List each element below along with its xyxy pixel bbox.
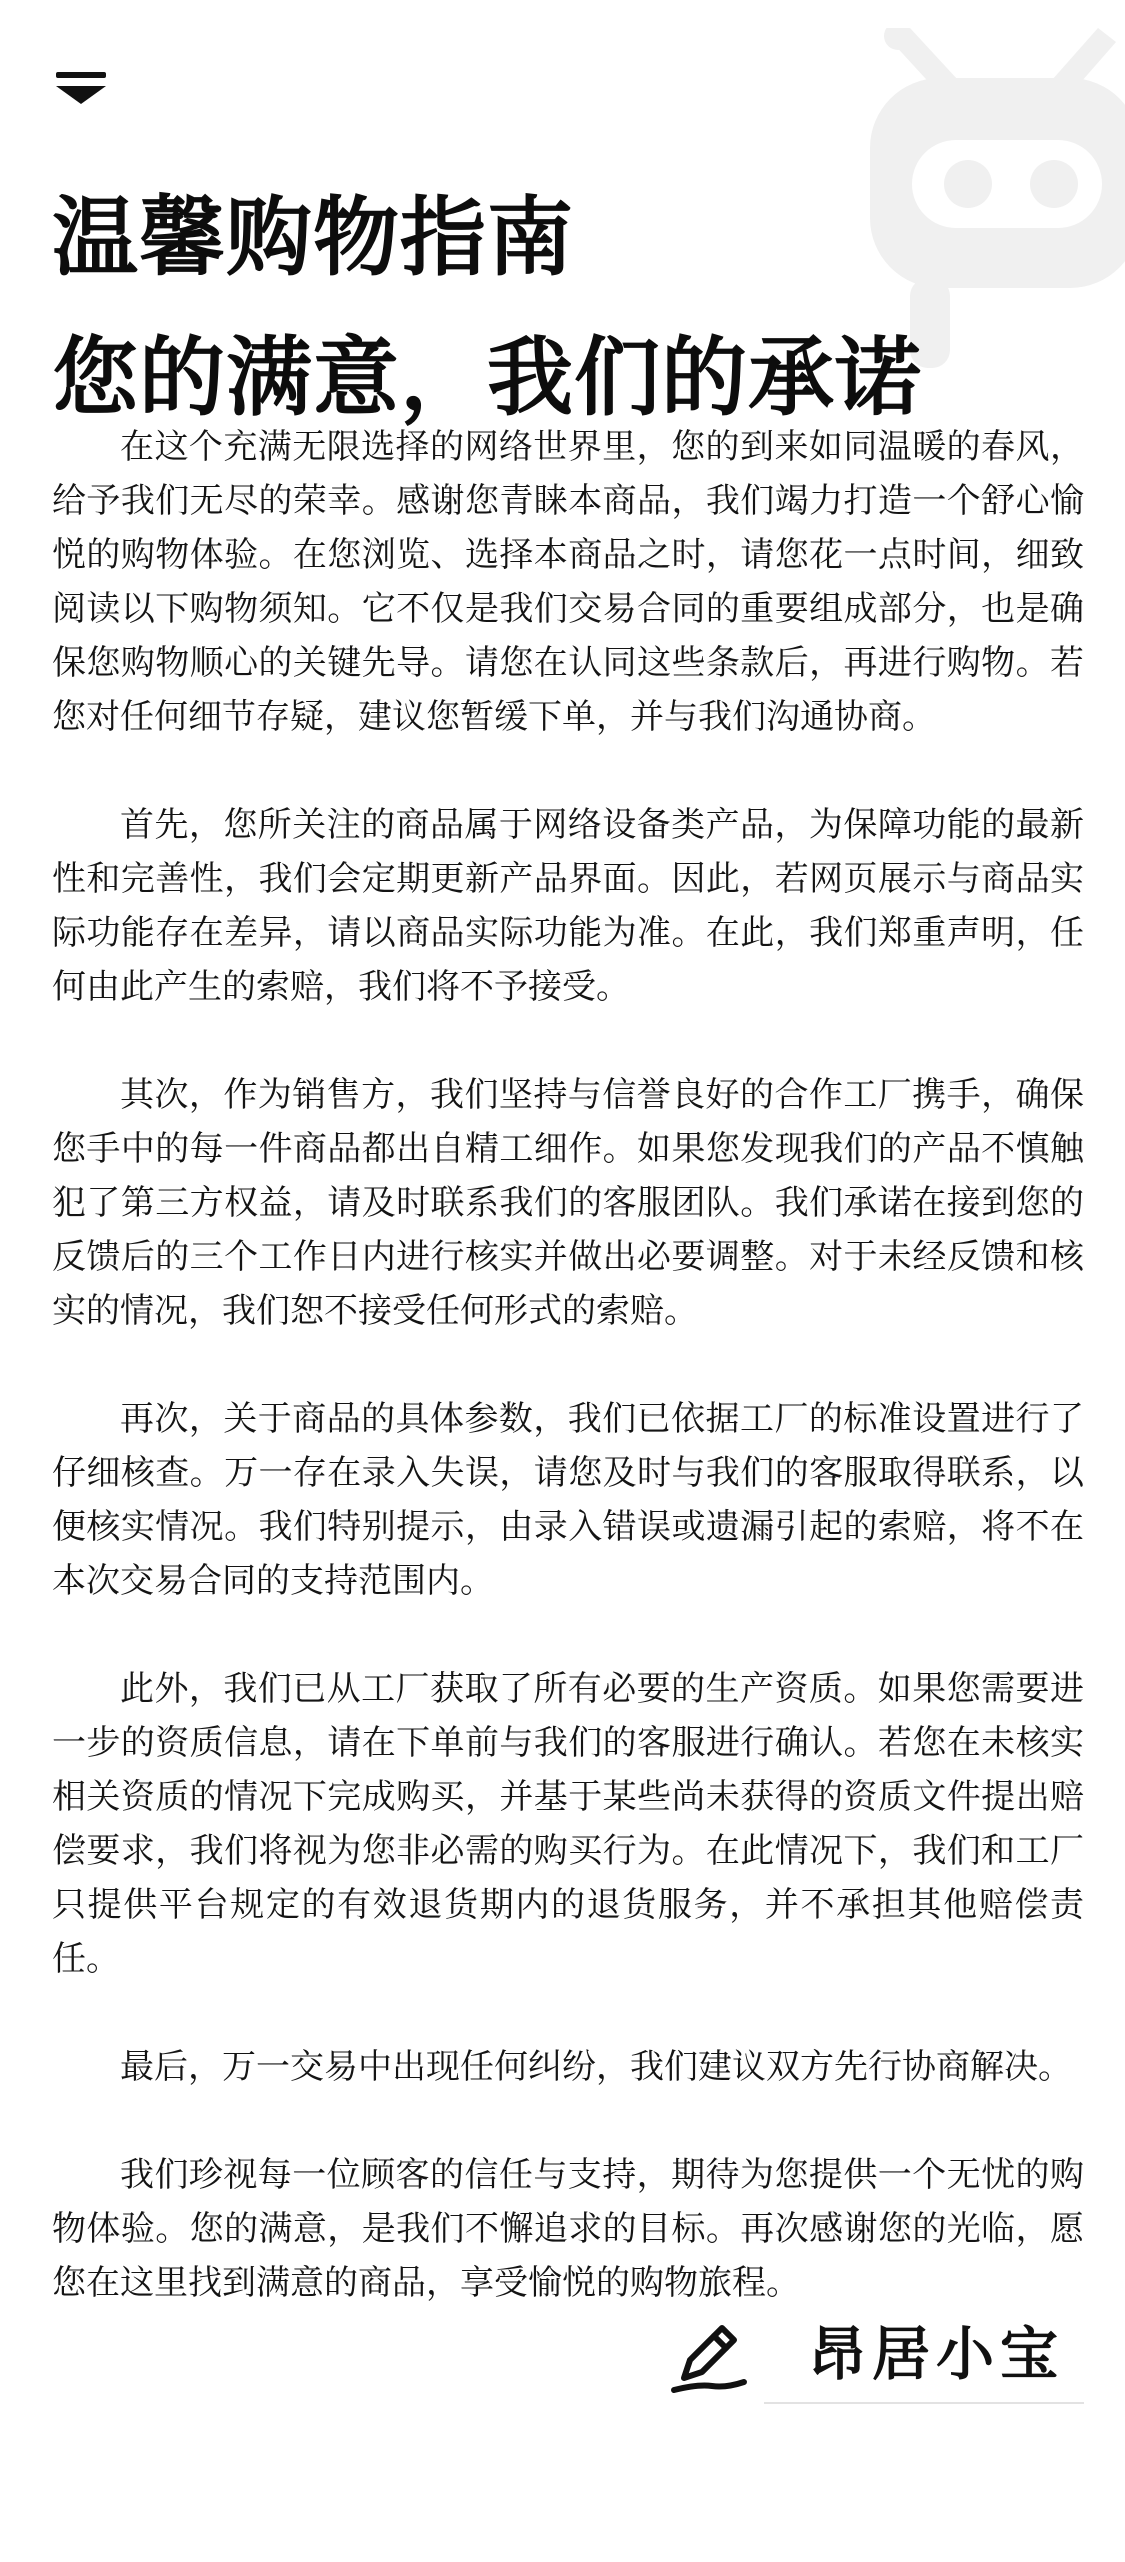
signature-underline [764,2402,1084,2404]
paragraph-disputes: 最后，万一交易中出现任何纠纷，我们建议双方先行协商解决。 [120,2047,1072,2087]
pen-signature-icon [668,2320,748,2396]
title-line-2: 您的满意，我们的承诺 [52,328,922,428]
menu-collapse-icon[interactable] [56,72,106,106]
brand-name: 昂居小宝 [808,2320,1065,2388]
title-line-1: 温馨购物指南 [52,188,574,288]
paragraph-qualifications: 此外，我们已从工厂获取了所有必要的生产资质。如果您需要进一步的资质信息，请在下单前与我们的客服进行确认。若您在未核实相关资质的情况下完成购买，并基于某些尚未获得的资质文件提出赔偿要求，我们将视为您非必需的购买行为。在此情况下，我们和工厂只提供平台规定的有效退货期内的退货服务，并不承担其他赔偿责任。 [52,1669,1084,1979]
page-title [52,168,922,448]
paragraph-product-updates: 首先，您所关注的商品属于网络设备类产品，为保障功能的最新性和完善性，我们会定期更新产品界面。因此，若网页展示与商品实际功能存在差异，请以商品实际功能为准。在此，我们郑重声明，任何由此产生的索赔，我们将不予接受。 [52,805,1084,1007]
paragraph-parameters: 再次，关于商品的具体参数，我们已依据工厂的标准设置进行了仔细核查。万一存在录入失误，请您及时与我们的客服取得联系，以便核实情况。我们特别提示，由录入错误或遗漏引起的索赔，将不在本次交易合同的支持范围内。 [52,1399,1084,1601]
paragraph-intro: 在这个充满无限选择的网络世界里，您的到来如同温暖的春风，给予我们无尽的荣幸。感谢您青睐本商品，我们竭力打造一个舒心愉悦的购物体验。在您浏览、选择本商品之时，请您花一点时间，细致阅读以下购物须知。它不仅是我们交易合同的重要组成部分，也是确保您购物顺心的关键先导。请您在认同这些条款后，再进行购物。若您对任何细节存疑，建议您暂缓下单，并与我们沟通协商。 [52,427,1084,737]
paragraph-third-party-rights: 其次，作为销售方，我们坚持与信誉良好的合作工厂携手，确保您手中的每一件商品都出自精工细作。如果您发现我们的产品不慎触犯了第三方权益，请及时联系我们的客服团队。我们承诺在接到您的反馈后的三个工作日内进行核实并做出必要调整。对于未经反馈和核实的情况，我们恕不接受任何形式的索赔。 [52,1075,1084,1331]
paragraph-closing: 我们珍视每一位顾客的信任与支持，期待为您提供一个无忧的购物体验。您的满意，是我们不懈追求的目标。再次感谢您的光临，愿您在这里找到满意的商品，享受愉悦的购物旅程。 [52,2155,1084,2303]
guide-body [52,420,1084,2364]
signature-block [668,2312,1088,2408]
